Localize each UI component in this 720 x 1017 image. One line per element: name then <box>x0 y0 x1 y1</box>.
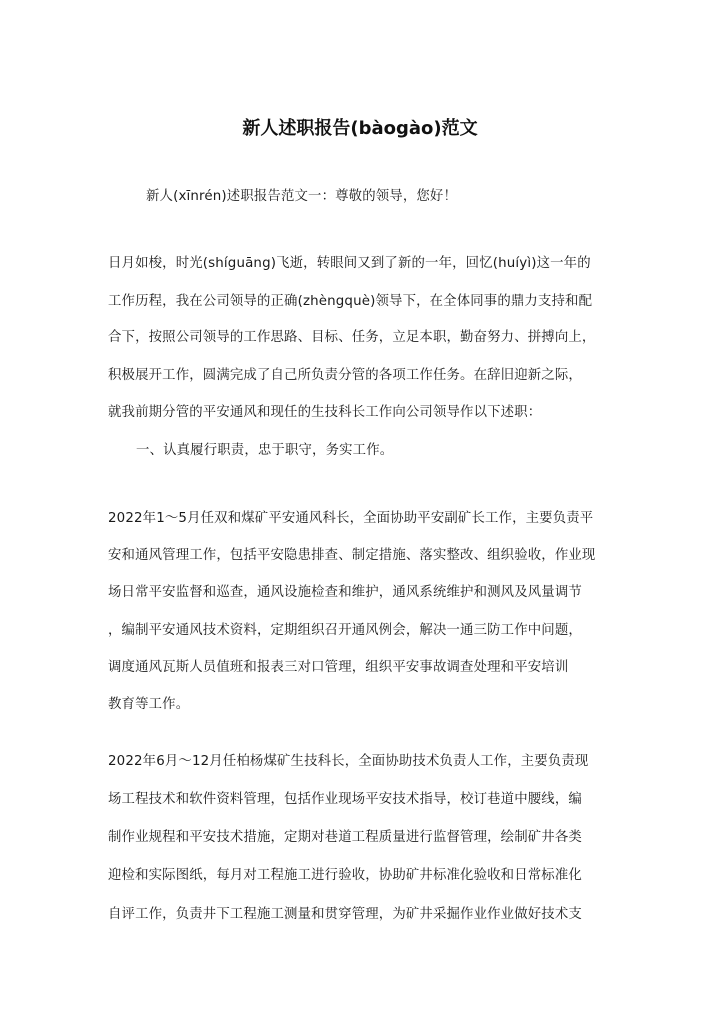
paragraph-line: 安和通风管理工作，包括平安隐患排查、制定措施、落实整改、组织验收，作业现 <box>108 548 596 563</box>
paragraph-line: 场工程技术和软件资料管理，包括作业现场平安技术指导，校订巷道中腰线，编 <box>108 792 582 807</box>
paragraph-line: 自评工作，负责井下工程施工测量和贯穿管理，为矿井采掘作业作业做好技术支 <box>108 907 582 922</box>
paragraph-line: 积极展开工作，圆满完成了自己所负责分管的各项工作任务。在辞旧迎新之际， <box>108 368 582 383</box>
paragraph-line: 合下，按照公司领导的工作思路、目标、任务，立足本职，勤奋努力、拼搏向上， <box>108 330 596 345</box>
paragraph-line: 2022年1～5月任双和煤矿平安通风科长，全面协助平安副矿长工作，主要负责平 <box>108 511 594 526</box>
paragraph-line: 工作历程，我在公司领导的正确(zhèngquè)领导下，在全体同事的鼎力支持和配 <box>108 294 593 309</box>
paragraph-line: 场日常平安监督和巡查，通风设施检查和维护，通风系统维护和测风及风量调节 <box>108 585 582 600</box>
paragraph-line: 制作业规程和平安技术措施，定期对巷道工程质量进行监督管理，绘制矿井各类 <box>108 830 582 845</box>
paragraph-line: 日月如梭，时光(shíguāng)飞逝，转眼间又到了新的一年，回忆(huíyì)这一年的 <box>108 256 591 271</box>
paragraph-line: 迎检和实际图纸，每月对工程施工进行验收，协助矿井标准化验收和日常标准化 <box>108 868 582 883</box>
paragraph-line: 2022年6月～12月任柏杨煤矿生技科长，全面协助技术负责人工作，主要负责现 <box>108 754 589 769</box>
paragraph-line: ，编制平安通风技术资料，定期组织召开通风例会，解决一通三防工作中问题， <box>108 623 582 638</box>
paragraph-line: 教育等工作。 <box>108 697 190 712</box>
paragraph-line: 调度通风瓦斯人员值班和报表三对口管理，组织平安事故调查处理和平安培训 <box>108 660 569 675</box>
document-title: 新人述职报告(bàogào)范文 <box>242 118 478 139</box>
intro-line: 新人(xīnrén)述职报告范文一：尊敬的领导，您好！ <box>146 189 457 204</box>
section-heading: 一、认真履行职责，忠于职守，务实工作。 <box>136 443 394 458</box>
paragraph-line: 就我前期分管的平安通风和现任的生技科长工作向公司领导作以下述职： <box>108 405 542 420</box>
